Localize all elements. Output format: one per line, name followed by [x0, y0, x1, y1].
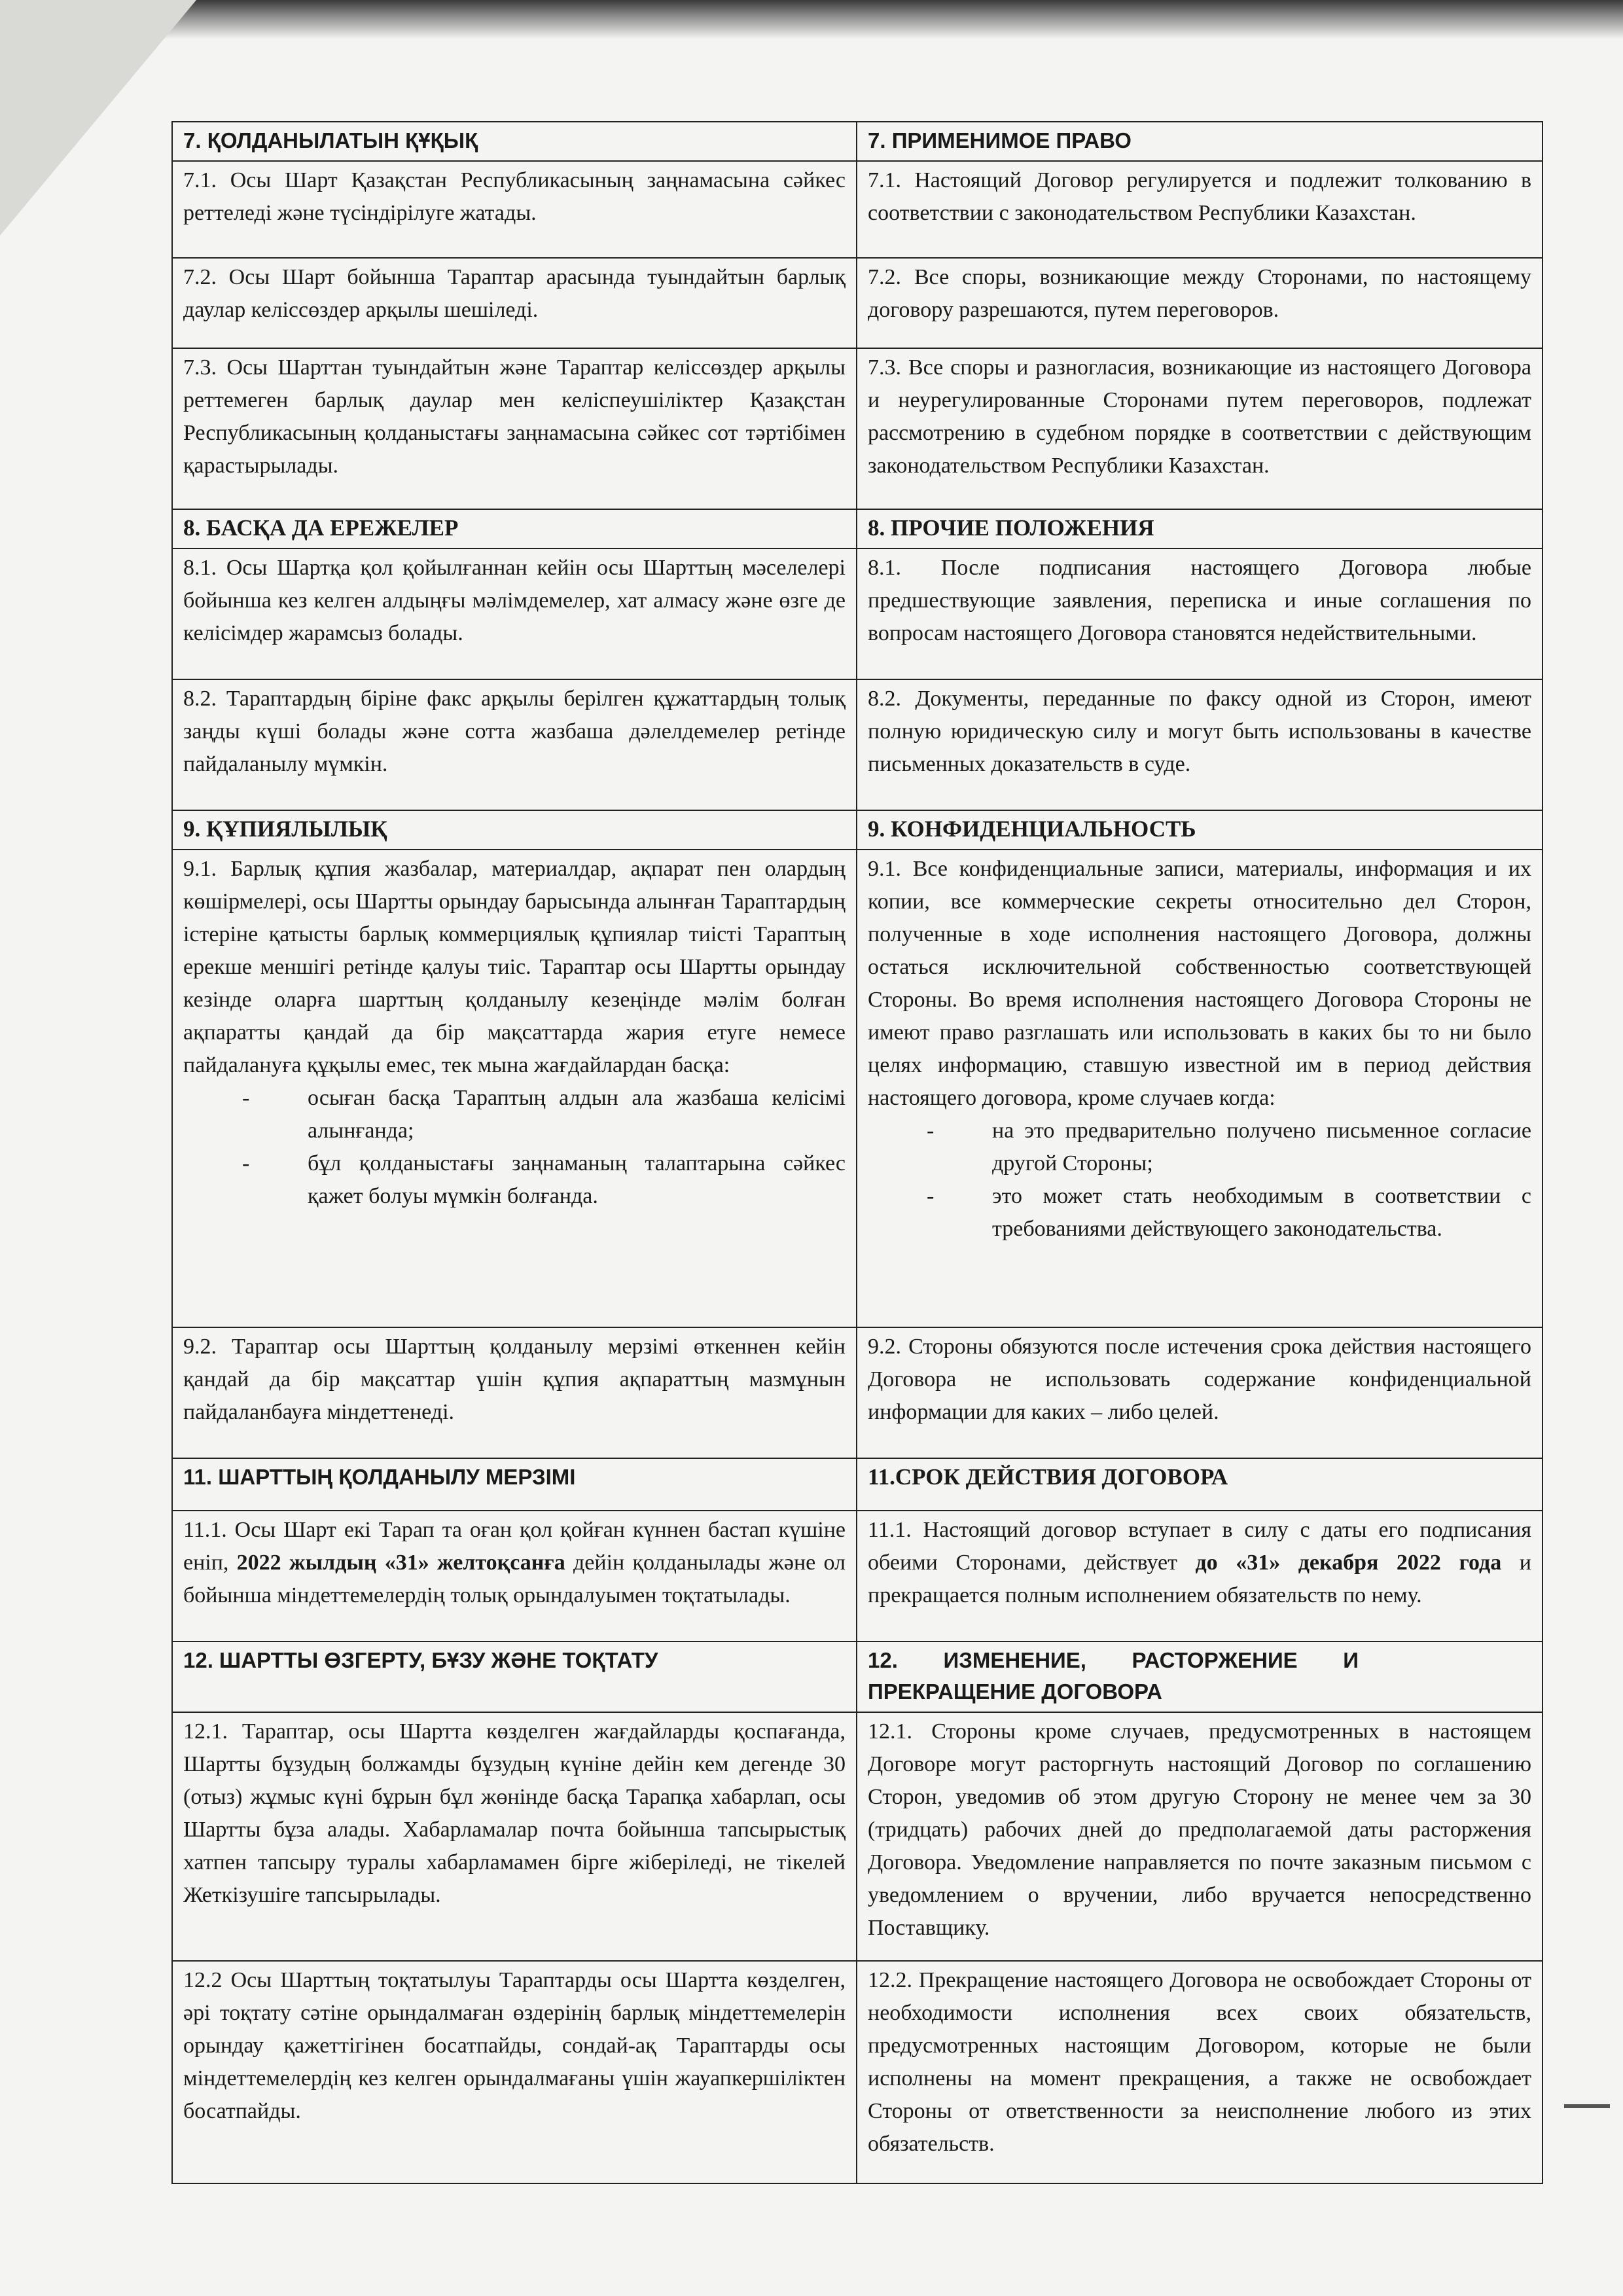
clause-row: [172, 1327, 1543, 1458]
clause-row: [172, 348, 1543, 509]
clause-ru-cell: [857, 850, 1543, 1327]
clause-kz-cell: [172, 1511, 857, 1641]
clause-text: дейін қолданылады және ол бойынша міндеттемелердің толық орындалуымен тоқтатылады.: [183, 1551, 846, 1607]
clause-kz: 7.3. Осы Шарттан туындайтын және Тараптар келіссөздер арқылы реттемеген барлық даулар мен келіспеушіліктер Қазақстан Республикасының қолданыстағы заңнамасына сәйкес сот тәртібімен қарастырылады.: [172, 348, 857, 509]
clause-ru: 8.2. Документы, переданные по факсу одной из Сторон, имеют полную юридическую силу и могут быть использованы в качестве письменных доказательств в суде.: [857, 679, 1543, 810]
clause-kz: 12.1. Тараптар, осы Шартта көзделген жағдайларды қоспағанда, Шартты бұзудың болжамды бұзудың күніне дейін кем дегенде 30 (отыз) жұмыс күні бұрын бұл жөнінде басқа Тарапқа хабарлап, осы Шартты бұза алады. Хабарламалар почта бойынша тапсырыстық хатпен тапсыру туралы хабарламамен бірге жіберіледі, не тікелей Жеткізушіге тапсырылады.: [172, 1712, 857, 1961]
section-title-kz: 12. ШАРТТЫ ӨЗГЕРТУ, БҰЗУ ЖӘНЕ ТОҚТАТУ: [172, 1641, 857, 1712]
section-header-row: [172, 509, 1543, 548]
clause-text: 11.1. Осы Шарт екі Тарап та оған қол қойған күннен бастап күшіне еніп,: [183, 1518, 846, 1575]
section-title-kz: 7. ҚОЛДАНЫЛАТЫН ҚҰҚЫҚ: [172, 122, 857, 161]
section-title-ru: 8. ПРОЧИЕ ПОЛОЖЕНИЯ: [857, 509, 1543, 548]
clause-kz: 7.2. Осы Шарт бойынша Тараптар арасында туындайтын барлық даулар келіссөздер арқылы шешіледі.: [172, 258, 857, 348]
clause-kz: 7.1. Осы Шарт Қазақстан Республикасының заңнамасына сәйкес реттеледі және түсіндірілуге жатады.: [172, 161, 857, 258]
clause-ru: 9.1. Все конфиденциальные записи, материалы, информация и их копии, все коммерческие секреты относительно дел Сторон, полученные в ходе исполнения настоящего Договора, должны остаться исключительной собственностью соответствующей Стороны. Во время исполнения настоящего Договора Стороны не имеют право разглашать или использовать в каких бы то ни было целях информацию, ставшую известной им в период действия настоящего договора, кроме случаев когда:: [868, 857, 1531, 1110]
clause-row: [172, 161, 1543, 258]
section-header-row: [172, 122, 1543, 161]
clause-ru: 7.2. Все споры, возникающие между Сторонами, по настоящему договору разрешаются, путем переговоров.: [857, 258, 1543, 348]
scan-top-edge: [0, 0, 1623, 39]
list-item: - бұл қолданыстағы заңнаманың талаптарына сәйкес қажет болуы мүмкін болғанда.: [281, 1147, 846, 1213]
clause-row: [172, 1712, 1543, 1961]
clause-row: [172, 258, 1543, 348]
clause-kz: 12.2 Осы Шарттың тоқтатылуы Тараптарды осы Шартта көзделген, әрі тоқтату сәтіне орындалмаған өздерінің барлық міндеттемелерін орындау қажеттігінен босатпайды, сондай-ақ Тараптарды осы міндеттемелердің кез келген орындалмағаны үшін жауапкершіліктен босатпайды.: [172, 1961, 857, 2183]
section-title-ru: 12. ИЗМЕНЕНИЕ, РАСТОРЖЕНИЕ И ПРЕКРАЩЕНИЕ ДОГОВОРА: [857, 1641, 1543, 1712]
contract-table: [171, 121, 1543, 2184]
section-header-row: [172, 810, 1543, 850]
clause-ru: 12.1. Стороны кроме случаев, предусмотренных в настоящем Договоре могут расторгнуть настоящий Договор по соглашению Сторон, уведомив об этом другую Сторону не менее чем за 30 (тридцать) рабочих дней до предполагаемой даты расторжения Договора. Уведомление направляется по почте заказным письмом с уведомлением о вручении, либо вручается непосредственно Поставщику.: [857, 1712, 1543, 1961]
clause-ru-cell: [857, 1511, 1543, 1641]
section-header-row: [172, 1641, 1543, 1712]
clause-date: 2022 жылдың «31» желтоқсанға: [236, 1551, 565, 1575]
section-header-row: [172, 1458, 1543, 1511]
clause-ru: 9.2. Стороны обязуются после истечения срока действия настоящего Договора не использовать содержание конфиденциальной информации для каких – либо целей.: [857, 1327, 1543, 1458]
clause-kz: 8.2. Тараптардың біріне факс арқылы берілген құжаттардың толық заңды күші болады және сотта жазбаша дәлелдемелер ретінде пайдаланылу мүмкін.: [172, 679, 857, 810]
clause-row: [172, 850, 1543, 1327]
section-title-ru: 7. ПРИМЕНИМОЕ ПРАВО: [857, 122, 1543, 161]
clause-date: до «31» декабря 2022 года: [1195, 1551, 1502, 1575]
section-title-ru: 11.СРОК ДЕЙСТВИЯ ДОГОВОРА: [857, 1458, 1543, 1511]
section-title-kz: 9. ҚҰПИЯЛЫЛЫҚ: [172, 810, 857, 850]
exception-list-ru: [868, 1115, 1531, 1246]
clause-kz-cell: [172, 850, 857, 1327]
clause-row: [172, 1511, 1543, 1641]
section-title-ru: 9. КОНФИДЕНЦИАЛЬНОСТЬ: [857, 810, 1543, 850]
list-item: - осыған басқа Тараптың алдын ала жазбаша келісімі алынғанда;: [281, 1082, 846, 1147]
clause-text: 11.1. Настоящий договор вступает в силу с даты его подписания обеими Сторонами, действует: [868, 1518, 1531, 1575]
section-title-kz: 11. ШАРТТЫҢ ҚОЛДАНЫЛУ МЕРЗІМІ: [172, 1458, 857, 1511]
clause-ru: 12.2. Прекращение настоящего Договора не освобождает Стороны от необходимости исполнения всех своих обязательств, предусмотренных настоящим Договором, которые не были исполнены на момент прекращения, а также не освобождает Стороны от ответственности за неисполнение любого из этих обязательств.: [857, 1961, 1543, 2183]
clause-row: [172, 679, 1543, 810]
list-item: - на это предварительно получено письменное согласие другой Стороны;: [966, 1115, 1531, 1180]
exception-list-kz: [183, 1082, 846, 1213]
scan-folded-corner: [0, 0, 196, 236]
clause-kz: 9.1. Барлық құпия жазбалар, материалдар, ақпарат пен олардың көшірмелері, осы Шартты орындау барысында алынған Тараптардың істеріне қатысты барлық коммерциялық құпиялар тиісті Тараптың ерекше меншігі ретінде қалуы тиіс. Тараптар осы Шартты орындау кезінде оларға шарттың қолданылу кезеңінде мәлім болған ақпаратты қандай да бір мақсаттарда жария етуге немесе пайдалануға құқылы емес, тек мына жағдайлардан басқа:: [183, 857, 846, 1077]
clause-row: [172, 1961, 1543, 2183]
clause-ru: 7.3. Все споры и разногласия, возникающие из настоящего Договора и неурегулированные Сторонами путем переговоров, подлежат рассмотрению в судебном порядке в соответствии с действующим законодательством Республики Казахстан.: [857, 348, 1543, 509]
clause-kz: 9.2. Тараптар осы Шарттың қолданылу мерзімі өткеннен кейін қандай да бір мақсаттар үшін құпия ақпараттың мазмұнын пайдаланбауға міндеттенеді.: [172, 1327, 857, 1458]
scan-edge-mark: [1564, 2104, 1610, 2108]
clause-text: и прекращается полным исполнением обязательств по нему.: [868, 1551, 1531, 1607]
list-item: - это может стать необходимым в соответствии с требованиями действующего законодательства.: [966, 1180, 1531, 1246]
clause-row: [172, 548, 1543, 679]
clause-ru: 8.1. После подписания настоящего Договора любые предшествующие заявления, переписка и иные соглашения по вопросам настоящего Договора становятся недействительными.: [857, 548, 1543, 679]
section-title-kz: 8. БАСҚА ДА ЕРЕЖЕЛЕР: [172, 509, 857, 548]
clause-ru: 7.1. Настоящий Договор регулируется и подлежит толкованию в соответствии с законодательством Республики Казахстан.: [857, 161, 1543, 258]
clause-kz: 8.1. Осы Шартқа қол қойылғаннан кейін осы Шарттың мәселелері бойынша кез келген алдыңғы мәлімдемелер, хат алмасу және өзге де келісімдер жарамсыз болады.: [172, 548, 857, 679]
